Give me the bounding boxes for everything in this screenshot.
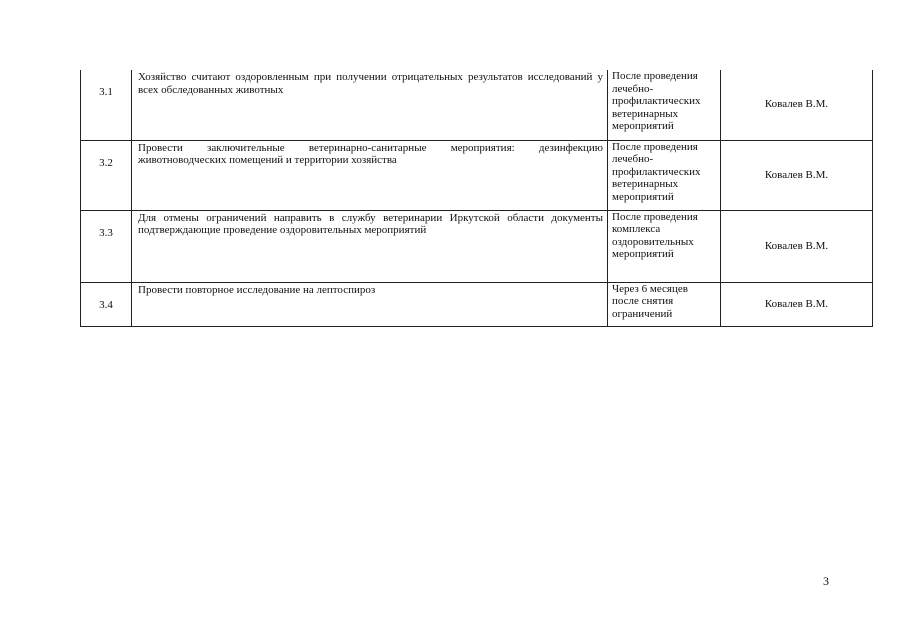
page-number: 3 [823, 574, 829, 588]
task-cell: Хозяйство считают оздоровленным при получении отрицательных результатов исследований у всех обследованных животных [132, 70, 608, 140]
responsible-cell: Ковалев В.М. [721, 210, 873, 282]
term-cell: После проведения лечебно- профилактических ветеринарных мероприятий [608, 70, 721, 140]
task-cell: Для отмены ограничений направить в службу ветеринарии Иркутской области документы подтверждающие проведение оздоровительных мероприятий [132, 210, 608, 282]
row-number-cell: 3.3 [81, 210, 132, 282]
table-row [81, 282, 873, 326]
term-cell: После проведения комплекса оздоровительных мероприятий [608, 210, 721, 282]
row-number-cell: 3.4 [81, 282, 132, 326]
table-row [81, 140, 873, 210]
task-cell: Провести повторное исследование на лептоспироз [132, 282, 608, 326]
term-cell: Через 6 месяцев после снятия ограничений [608, 282, 721, 326]
task-cell: Провести заключительные ветеринарно-санитарные мероприятия: дезинфекцию животноводческих помещений и территории хозяйства [132, 140, 608, 210]
responsible-cell: Ковалев В.М. [721, 282, 873, 326]
table-row [81, 210, 873, 282]
measures-table [80, 70, 873, 327]
row-number-cell: 3.1 [81, 70, 132, 140]
term-cell: После проведения лечебно- профилактических ветеринарных мероприятий [608, 140, 721, 210]
row-number-cell: 3.2 [81, 140, 132, 210]
responsible-cell: Ковалев В.М. [721, 140, 873, 210]
responsible-cell: Ковалев В.М. [721, 70, 873, 140]
table-row [81, 70, 873, 140]
